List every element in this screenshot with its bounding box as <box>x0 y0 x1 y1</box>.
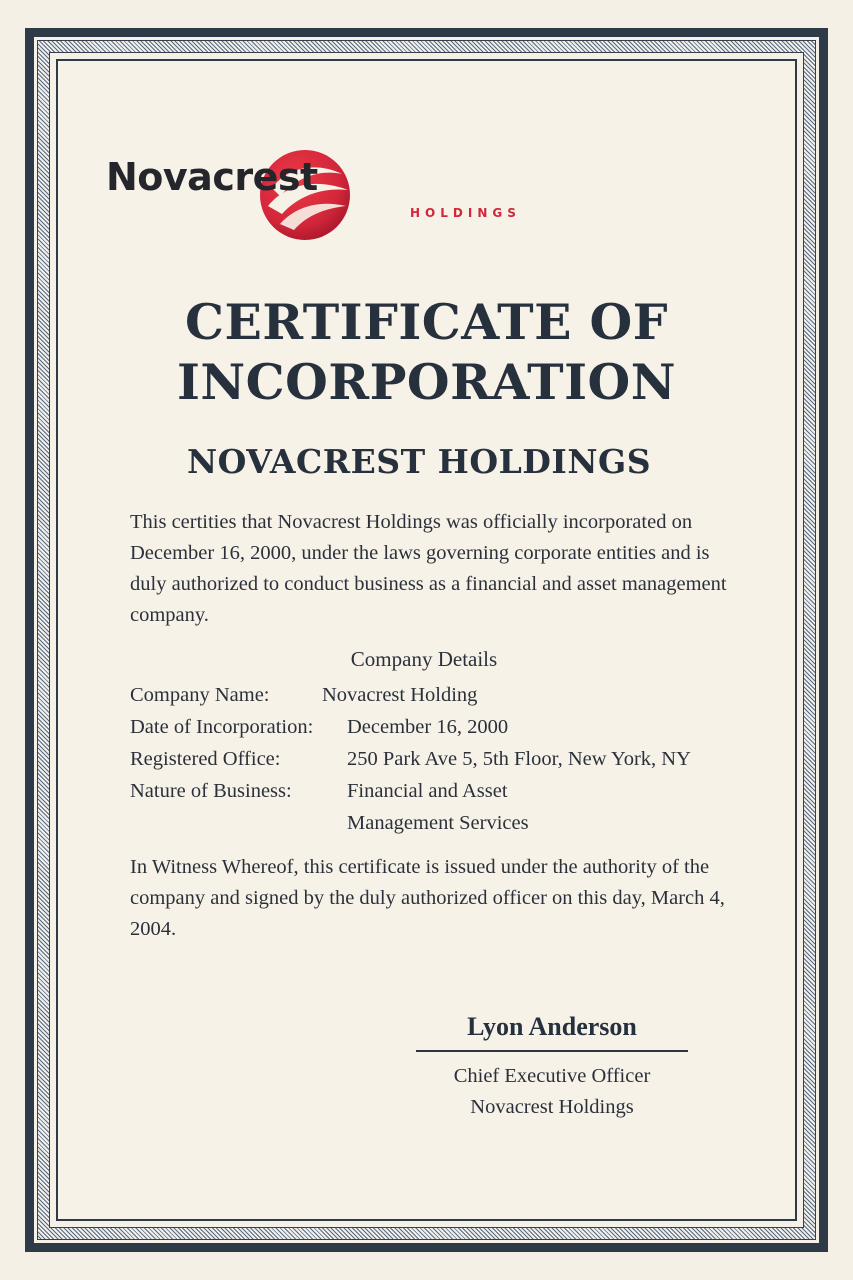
detail-value-date: December 16, 2000 <box>347 716 509 738</box>
signer-company: Novacrest Holdings <box>470 1096 634 1118</box>
title-line-1: CERTIFICATE OF <box>185 293 668 351</box>
detail-value-business: Financial and Asset <box>347 780 508 802</box>
detail-value-business-line-2: Management Services <box>347 812 529 834</box>
detail-label-company-name: Company Name: <box>130 684 270 706</box>
detail-label-date: Date of Incorporation: <box>130 716 314 738</box>
intro-paragraph: This certities that Novacrest Holdings was officially incorporated on December 16, 2000, under the laws governing corporate entities and is duly authorized to conduct business as a financial and asset management company. <box>130 511 727 626</box>
logo-subtitle: HOLDINGS <box>410 206 521 220</box>
certificate-title <box>0 292 853 412</box>
detail-label-business: Nature of Business: <box>130 780 292 802</box>
detail-value-company-name: Novacrest Holding <box>322 684 478 706</box>
title-line-2: INCORPORATION <box>176 353 677 411</box>
details-heading: Company Details <box>350 647 498 671</box>
signer-name: Lyon Anderson <box>467 1012 637 1041</box>
witness-paragraph: In Witness Whereof, this certificate is issued under the authority of the company and signed by the duly authorized officer on this day, March 4, 2004. <box>130 856 725 940</box>
company-heading: NOVACREST HOLDINGS <box>186 442 652 481</box>
detail-value-office: 250 Park Ave 5, 5th Floor, New York, NY <box>347 748 691 770</box>
signature-line <box>416 1050 688 1052</box>
detail-label-office: Registered Office: <box>130 748 281 770</box>
signer-title: Chief Executive Officer <box>453 1065 651 1087</box>
logo-wordmark: Novacrest <box>106 155 318 199</box>
